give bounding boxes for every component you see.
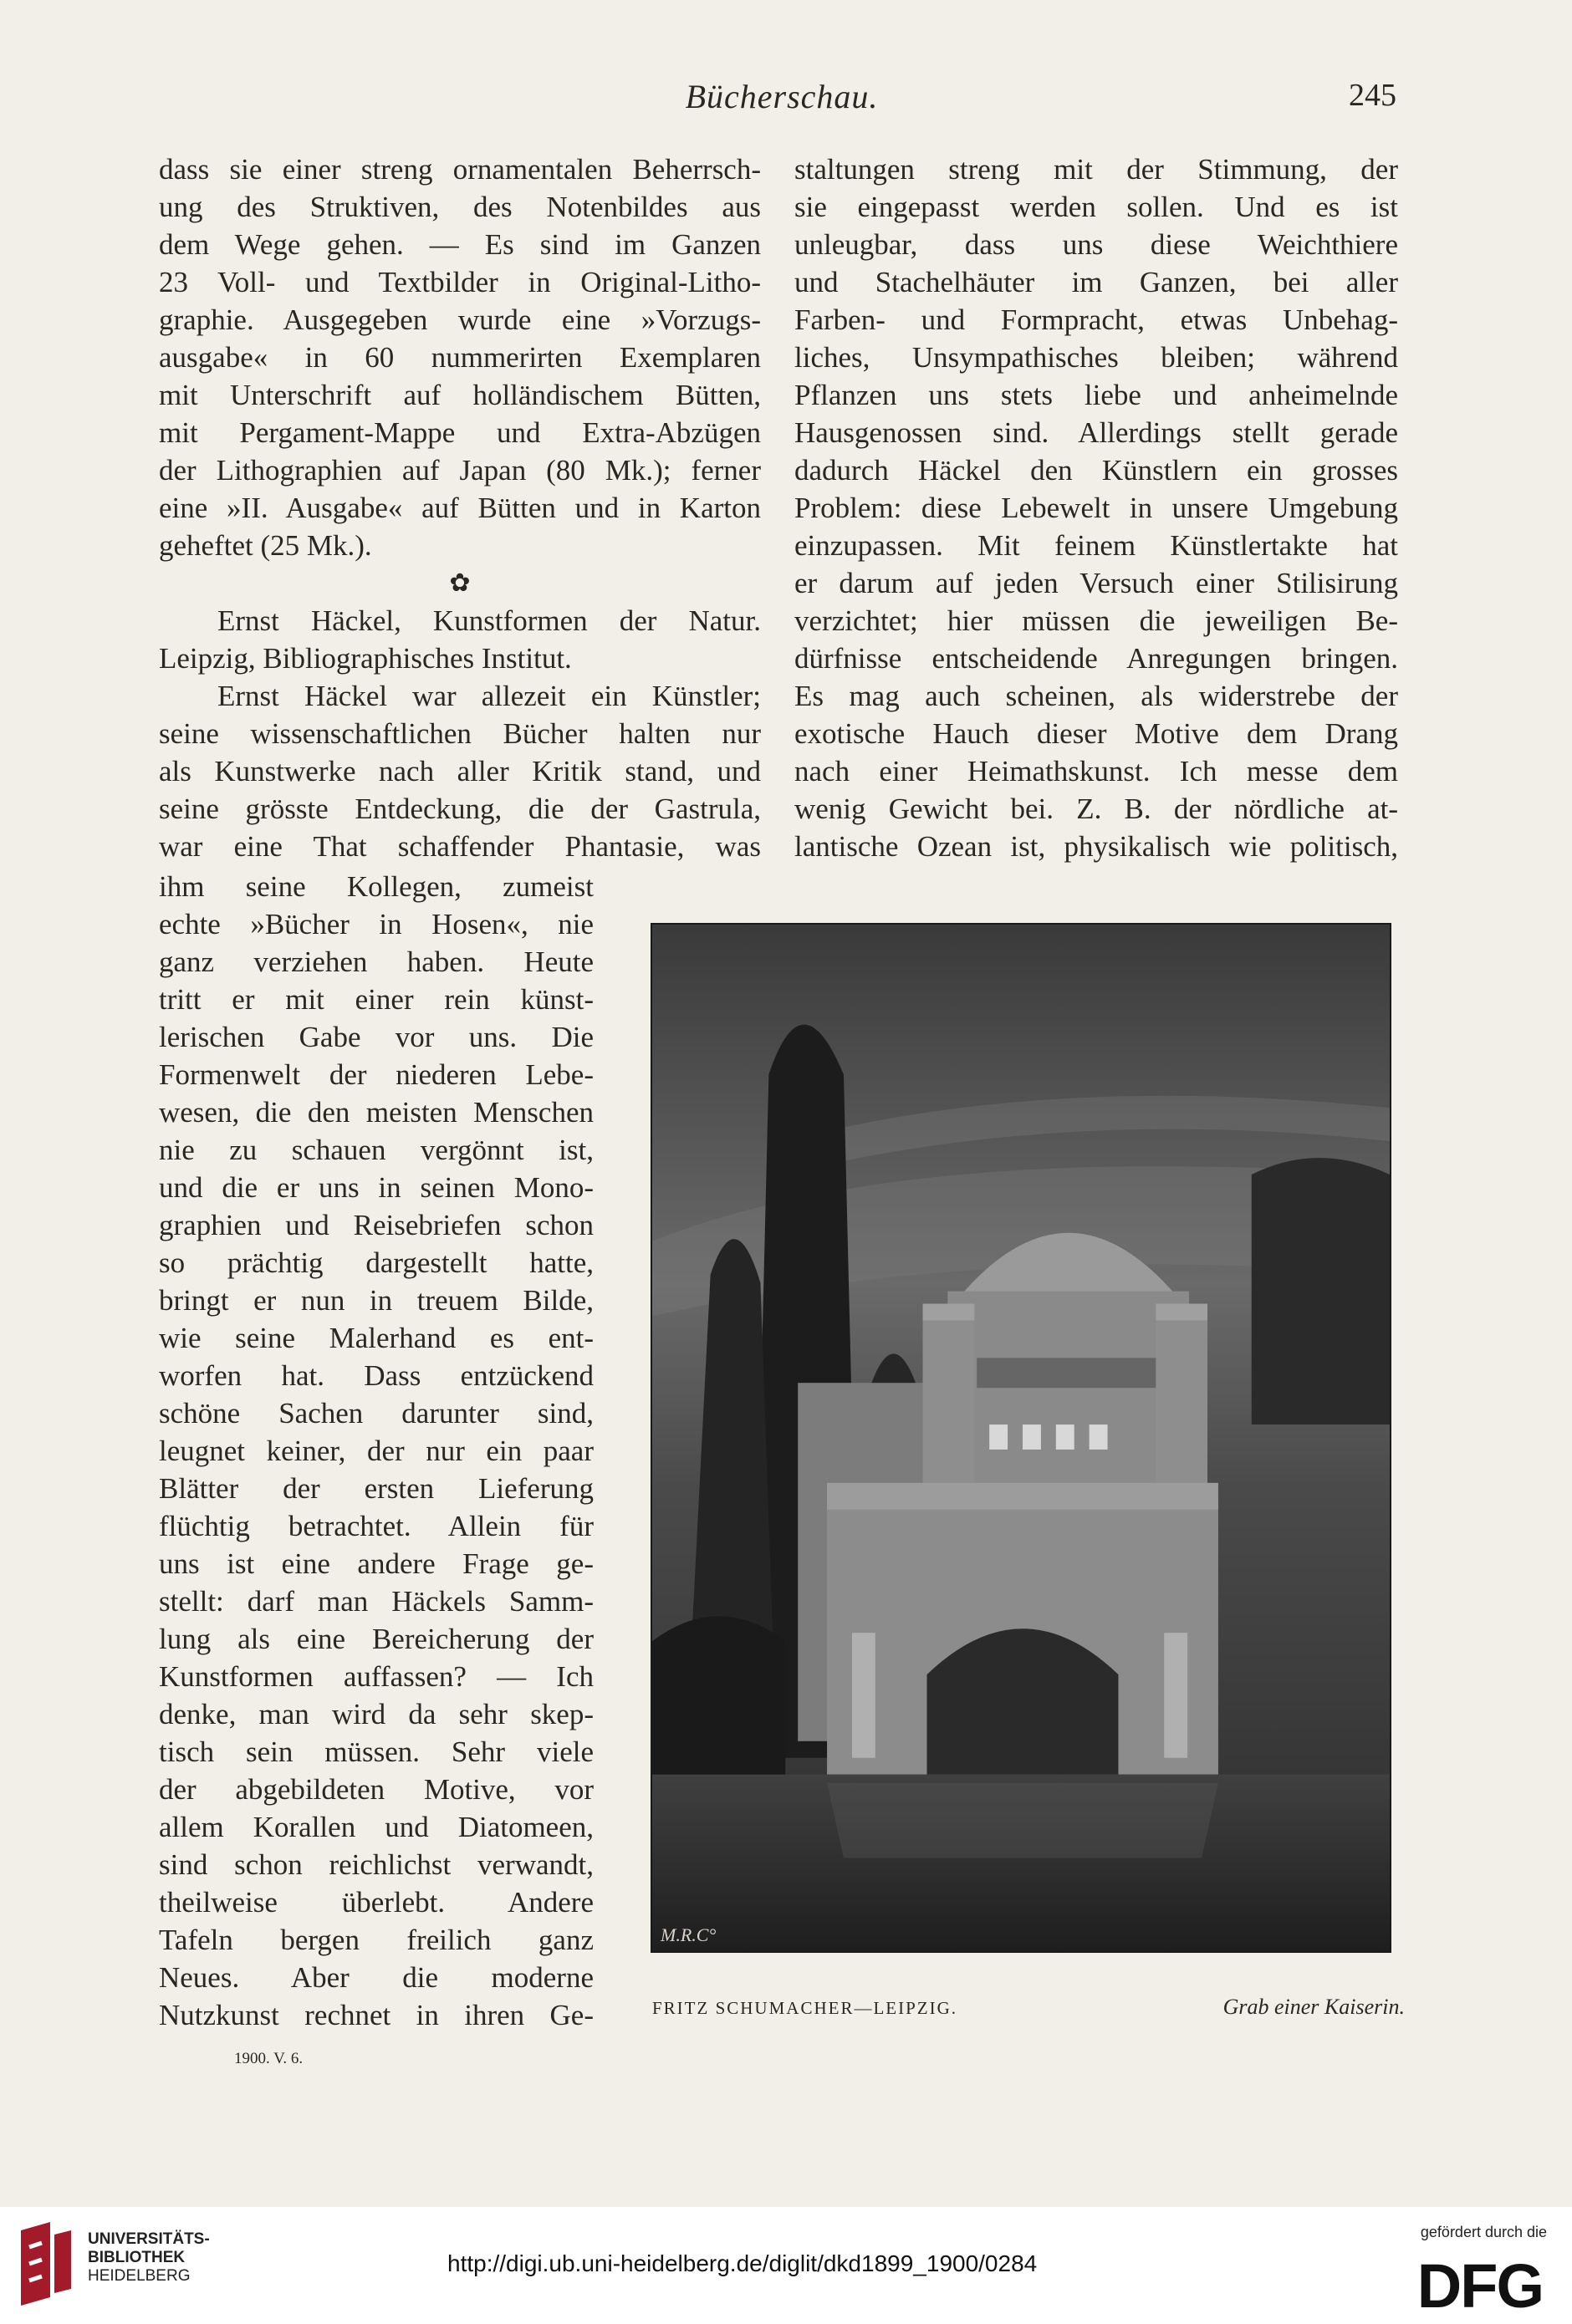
- text-line: dadurch Häckel den Künstlern ein grosses: [794, 454, 1398, 487]
- text-line: als Kunstwerke nach aller Kritik stand, und: [159, 755, 761, 787]
- tomb-illustration: [652, 925, 1390, 1951]
- figure-caption: Grab einer Kaiserin.: [1222, 1995, 1405, 2019]
- text-line: mit Pergament-Mappe und Extra-Abzügen: [159, 416, 761, 449]
- text-line: geheftet (25 Mk.).: [159, 529, 372, 562]
- text-line: denke, man wird da sehr skep-: [159, 1698, 594, 1730]
- text-line: ganz verziehen haben. Heute: [159, 945, 594, 978]
- page-header: [159, 77, 1405, 127]
- text-line: lung als eine Bereicherung der: [159, 1623, 594, 1655]
- text-line: seine grösste Entdeckung, die der Gastrula,: [159, 793, 761, 825]
- text-line: mit Unterschrift auf holländischem Bütten,: [159, 379, 761, 411]
- text-line: sind schon reichlichst verwandt,: [159, 1848, 594, 1881]
- text-line: nie zu schauen vergönnt ist,: [159, 1134, 594, 1166]
- text-line: verzichtet; hier müssen die jeweiligen Be-: [794, 604, 1398, 637]
- text-line: bringt er nun in treuem Bilde,: [159, 1284, 594, 1317]
- text-line: ihm seine Kollegen, zumeist: [159, 870, 594, 903]
- text-line: sie eingepasst werden sollen. Und es ist: [794, 191, 1398, 223]
- text-line: der Lithographien auf Japan (80 Mk.); ferner: [159, 454, 761, 487]
- text-line: unleugbar, dass uns diese Weichthiere: [794, 228, 1398, 261]
- page-number: 245: [1349, 78, 1396, 113]
- text-line: so prächtig dargestellt hatte,: [159, 1246, 594, 1279]
- text-line: Tafeln bergen freilich ganz: [159, 1924, 594, 1956]
- dfg-logo: DFG: [1416, 2251, 1543, 2321]
- text-line: worfen hat. Dass entzückend: [159, 1359, 594, 1392]
- text-line: schöne Sachen darunter sind,: [159, 1397, 594, 1430]
- review-title-line: Ernst Häckel, Kunstformen der Natur.: [217, 604, 761, 637]
- text-line: und Stachelhäuter im Ganzen, bei aller: [794, 266, 1398, 298]
- text-line: wesen, die den meisten Menschen: [159, 1096, 594, 1129]
- funded-by-label: gefördert durch die: [1420, 2224, 1547, 2240]
- text-line: lantische Ozean ist, physikalisch wie politisch,: [794, 830, 1398, 863]
- text-line: Kunstformen auffassen? — Ich: [159, 1660, 594, 1693]
- institution-name: [88, 2230, 210, 2286]
- text-line: Ernst Häckel war allezeit ein Künstler;: [217, 680, 761, 712]
- text-line: graphien und Reisebriefen schon: [159, 1209, 594, 1241]
- text-line: ung des Struktiven, des Notenbildes aus: [159, 191, 761, 223]
- text-line: Formenwelt der niederen Lebe-: [159, 1058, 594, 1091]
- text-line: der abgebildeten Motive, vor: [159, 1773, 594, 1806]
- university-library-logo-icon: [17, 2222, 75, 2306]
- text-line: Es mag auch scheinen, als widerstrebe der: [794, 680, 1398, 712]
- figure-credit: FRITZ SCHUMACHER—LEIPZIG.: [652, 1998, 958, 2018]
- text-line: Problem: diese Lebewelt in unsere Umgebung: [794, 492, 1398, 524]
- text-line: 23 Voll- und Textbilder in Original-Litho-: [159, 266, 761, 298]
- text-line: Nutzkunst rechnet in ihren Ge-: [159, 1999, 594, 2031]
- text-line: exotische Hauch dieser Motive dem Drang: [794, 717, 1398, 750]
- running-title: Bücherschau.: [685, 78, 879, 115]
- text-line: echte »Bücher in Hosen«, nie: [159, 908, 594, 940]
- text-line: einzupassen. Mit feinem Künstlertakte hat: [794, 529, 1398, 562]
- institution-line: UNIVERSITÄTS-: [88, 2230, 210, 2248]
- text-line: uns ist eine andere Frage ge-: [159, 1547, 594, 1580]
- text-line: lerischen Gabe vor uns. Die: [159, 1021, 594, 1053]
- text-line: wie seine Malerhand es ent-: [159, 1322, 594, 1354]
- text-line: seine wissenschaftlichen Bücher halten nur: [159, 717, 761, 750]
- text-line: stellt: darf man Häckels Samm-: [159, 1585, 594, 1618]
- printer-signature: 1900. V. 6.: [234, 2050, 304, 2067]
- text-line: allem Korallen und Diatomeen,: [159, 1811, 594, 1843]
- left-column-bottom: [159, 868, 594, 2034]
- institution-line: HEIDELBERG: [88, 2267, 191, 2285]
- text-line: ausgabe« in 60 nummerirten Exemplaren: [159, 341, 761, 374]
- text-line: graphie. Ausgegeben wurde eine »Vorzugs-: [159, 303, 761, 336]
- text-line: eine »II. Ausgabe« auf Bütten und in Karton: [159, 492, 761, 524]
- text-line: dem Wege gehen. — Es sind im Ganzen: [159, 228, 761, 261]
- text-line: Pflanzen uns stets liebe und anheimelnde: [794, 379, 1398, 411]
- text-line: tritt er mit einer rein künst-: [159, 983, 594, 1016]
- permalink-url[interactable]: http://digi.ub.uni-heidelberg.de/diglit/dkd1899_1900/0284: [447, 2250, 1038, 2276]
- text-line: Blätter der ersten Lieferung: [159, 1472, 594, 1505]
- digitization-footer: [0, 2207, 1572, 2324]
- illustrator-monogram: M.R.C°: [661, 1924, 717, 1945]
- text-line: dass sie einer streng ornamentalen Beherrsch-: [159, 153, 761, 186]
- text-line: flüchtig betrachtet. Allein für: [159, 1510, 594, 1542]
- text-line: nach einer Heimathskunst. Ich messe dem: [794, 755, 1398, 787]
- text-line: tisch sein müssen. Sehr viele: [159, 1735, 594, 1768]
- right-column: [794, 150, 1398, 865]
- text-line: Hausgenossen sind. Allerdings stellt gerade: [794, 416, 1398, 449]
- ornament-icon: ✿: [449, 569, 471, 597]
- text-line: war eine That schaffender Phantasie, was: [159, 830, 761, 863]
- text-line: Farben- und Formpracht, etwas Unbehag-: [794, 303, 1398, 336]
- text-line: liches, Unsympathisches bleiben; während: [794, 341, 1398, 374]
- text-line: Neues. Aber die moderne: [159, 1961, 594, 1994]
- text-line: dürfnisse entscheidende Anregungen bringen.: [794, 642, 1398, 675]
- text-line: und die er uns in seinen Mono-: [159, 1171, 594, 1204]
- illustration-figure: [651, 923, 1391, 1953]
- text-line: leugnet keiner, der nur ein paar: [159, 1435, 594, 1467]
- text-line: er darum auf jeden Versuch einer Stilisirung: [794, 567, 1398, 599]
- review-title-line: Leipzig, Bibliographisches Institut.: [159, 642, 572, 675]
- text-line: wenig Gewicht bei. Z. B. der nördliche at-: [794, 793, 1398, 825]
- institution-line: BIBLIOTHEK: [88, 2249, 186, 2266]
- text-line: staltungen streng mit der Stimmung, der: [794, 153, 1398, 186]
- left-column-top: [159, 150, 761, 865]
- text-line: theilweise überlebt. Andere: [159, 1886, 594, 1919]
